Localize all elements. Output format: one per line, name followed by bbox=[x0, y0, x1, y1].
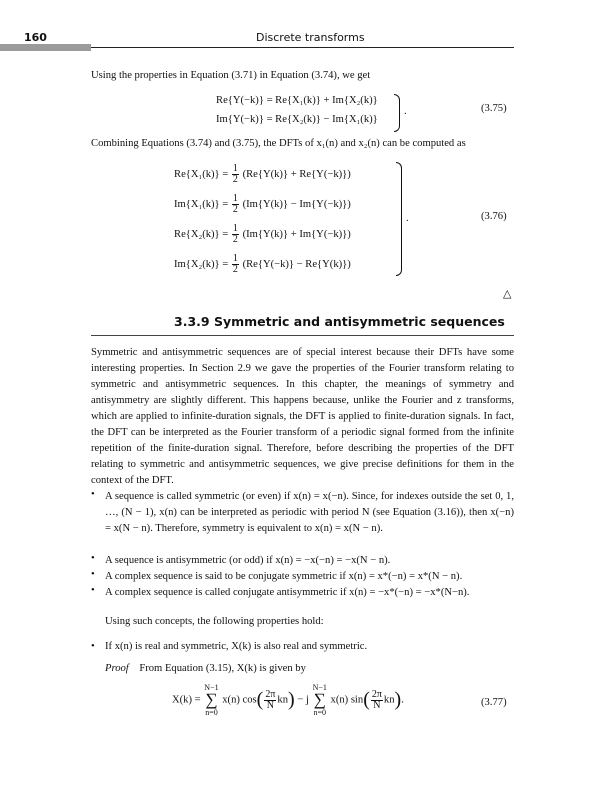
summation bbox=[204, 683, 218, 717]
bullet-marker: • bbox=[91, 569, 95, 580]
eq-377-minus-j: − j bbox=[297, 694, 309, 706]
fraction bbox=[371, 690, 383, 711]
section-title: 3.3.9 Symmetric and antisymmetric sequences bbox=[174, 314, 505, 329]
summation bbox=[313, 683, 327, 717]
eq-376-row bbox=[174, 194, 351, 215]
eq-376-lhs: Im{X₂(k)} = bbox=[174, 258, 229, 270]
fraction-num: 1 bbox=[232, 253, 238, 264]
fraction-num: 1 bbox=[232, 163, 238, 174]
paren-open: ( bbox=[256, 688, 264, 711]
fraction-den: 2 bbox=[232, 174, 238, 185]
fraction-num: 2π bbox=[371, 688, 382, 700]
eq-376-lhs: Im{X₁(k)} = bbox=[174, 198, 229, 210]
eq-377-kn: kn bbox=[383, 694, 395, 706]
bullet-marker: • bbox=[91, 489, 95, 500]
sum-lower: n=0 bbox=[205, 708, 218, 717]
bullet-marker: • bbox=[91, 585, 95, 596]
header-rule bbox=[91, 47, 514, 48]
eq-375-line1: Re{Y(−k)} = Re{X₁(k)} + Im{X₂(k)} bbox=[216, 95, 378, 106]
eq-377-term2: x(n) sin bbox=[330, 694, 364, 706]
eq-377-tail: . bbox=[401, 694, 404, 706]
eq-376-lhs: Re{X₂(k)} = bbox=[174, 228, 229, 240]
running-title: Discrete transforms bbox=[256, 31, 365, 44]
sigma-symbol: ∑ bbox=[313, 690, 326, 709]
eq-375-brace bbox=[394, 94, 400, 132]
eq-376-rhs: (Im{Y(k)} − Im{Y(−k)}) bbox=[242, 198, 351, 210]
proof-line bbox=[105, 663, 306, 674]
eq-376-brace bbox=[396, 162, 402, 276]
fraction-den: N bbox=[373, 699, 381, 711]
fraction-num: 2π bbox=[265, 688, 276, 700]
eq-377-number: (3.77) bbox=[481, 697, 507, 708]
eq-375-line2: Im{Y(−k)} = Re{X₂(k)} − Im{X₁(k)} bbox=[216, 114, 378, 125]
bullet-item: A complex sequence is called conjugate antisymmetric if x(n) = −x*(−n) = −x*(N−n). bbox=[105, 587, 470, 598]
property-1: If x(n) is real and symmetric, X(k) is also real and symmetric. bbox=[105, 641, 368, 652]
proof-label: Proof bbox=[105, 663, 129, 674]
fraction-den: N bbox=[266, 699, 274, 711]
eq-375-number: (3.75) bbox=[481, 103, 507, 114]
eq-377-lhs: X(k) = bbox=[172, 694, 201, 706]
intro-text: Using the properties in Equation (3.71) in Equation (3.74), we get bbox=[91, 70, 371, 81]
bullet-item: A sequence is called symmetric (or even) if x(n) = x(−n). Since, for indexes outside the set 0, 1, …, (N − 1), x(n) can be interpreted as periodic with period N (see Equation (3.16)), then x(−n) = x(N − n). Therefore, symmetry is equivalent to x(n) = x(N − n). bbox=[105, 491, 514, 534]
bullet-item: A sequence is antisymmetric (or odd) if x(n) = −x(−n) = −x(N − n). bbox=[105, 555, 391, 566]
eq-376-row bbox=[174, 254, 351, 275]
fraction-den: 2 bbox=[232, 264, 238, 275]
equation-3-77 bbox=[172, 683, 404, 717]
fraction bbox=[232, 194, 239, 215]
fraction bbox=[232, 224, 239, 245]
eq-376-rhs: (Re{Y(k)} + Re{Y(−k)}) bbox=[242, 168, 351, 180]
eq-376-row bbox=[174, 164, 351, 185]
eq-376-row bbox=[174, 224, 351, 245]
eq-377-term1: x(n) cos bbox=[222, 694, 257, 706]
header-decor-bar bbox=[0, 44, 91, 51]
fraction-num: 1 bbox=[232, 223, 238, 234]
fraction bbox=[264, 690, 276, 711]
fraction bbox=[232, 164, 239, 185]
bullet-item: A complex sequence is said to be conjugate symmetric if x(n) = x*(−n) = x*(N − n). bbox=[105, 571, 463, 582]
sum-upper: N−1 bbox=[312, 683, 327, 692]
eq-375-tail: . bbox=[404, 106, 407, 117]
page-number: 160 bbox=[24, 31, 47, 44]
section-rule bbox=[91, 335, 514, 336]
fraction-den: 2 bbox=[232, 234, 238, 245]
sum-lower: n=0 bbox=[313, 708, 326, 717]
fraction bbox=[232, 254, 239, 275]
sum-upper: N−1 bbox=[204, 683, 219, 692]
combine-text: Combining Equations (3.74) and (3.75), the DFTs of x₁(n) and x₂(n) can be computed as bbox=[91, 138, 466, 149]
eq-376-lhs: Re{X₁(k)} = bbox=[174, 168, 229, 180]
eq-376-tail: . bbox=[406, 213, 409, 224]
body-paragraph: Symmetric and antisymmetric sequences are of special interest because their DFTs have some interesting properties. In Section 2.9 we gave the properties of the Fourier transform relating to symmetric and antisymmetric sequences. In this chapter, the meanings of symmetry and antisymmetry are slightly different. This happens because, unlike the Fourier and z transforms, which are applied to infinite-duration signals, the DFT is applied to finite-duration signals. In fact, the DFT can be interpreted as the Fourier transform of a periodic signal formed from the infinite repetition of the finite-duration signal. Therefore, before describing the properties of the DFT relating to symmetric and antisymmetric sequences, we give precise definitions for them in the context of the DFT. bbox=[91, 347, 514, 486]
paren-close: ) bbox=[394, 688, 402, 711]
bullet-marker: • bbox=[91, 553, 95, 564]
eq-376-number: (3.76) bbox=[481, 211, 507, 222]
bullet-marker: • bbox=[91, 641, 95, 652]
properties-intro: Using such concepts, the following properties hold: bbox=[105, 616, 324, 627]
end-marker: △ bbox=[503, 288, 512, 300]
paren-close: ) bbox=[288, 688, 295, 711]
eq-376-rhs: (Im{Y(k)} + Im{Y(−k)}) bbox=[242, 228, 351, 240]
proof-text: From Equation (3.15), X(k) is given by bbox=[139, 663, 306, 674]
eq-376-rhs: (Re{Y(−k)} − Re{Y(k)}) bbox=[242, 258, 351, 270]
fraction-den: 2 bbox=[232, 204, 238, 215]
paren-open: ( bbox=[363, 688, 370, 711]
fraction-num: 1 bbox=[232, 193, 238, 204]
eq-377-kn: kn bbox=[277, 694, 288, 706]
sigma-symbol: ∑ bbox=[205, 690, 218, 709]
